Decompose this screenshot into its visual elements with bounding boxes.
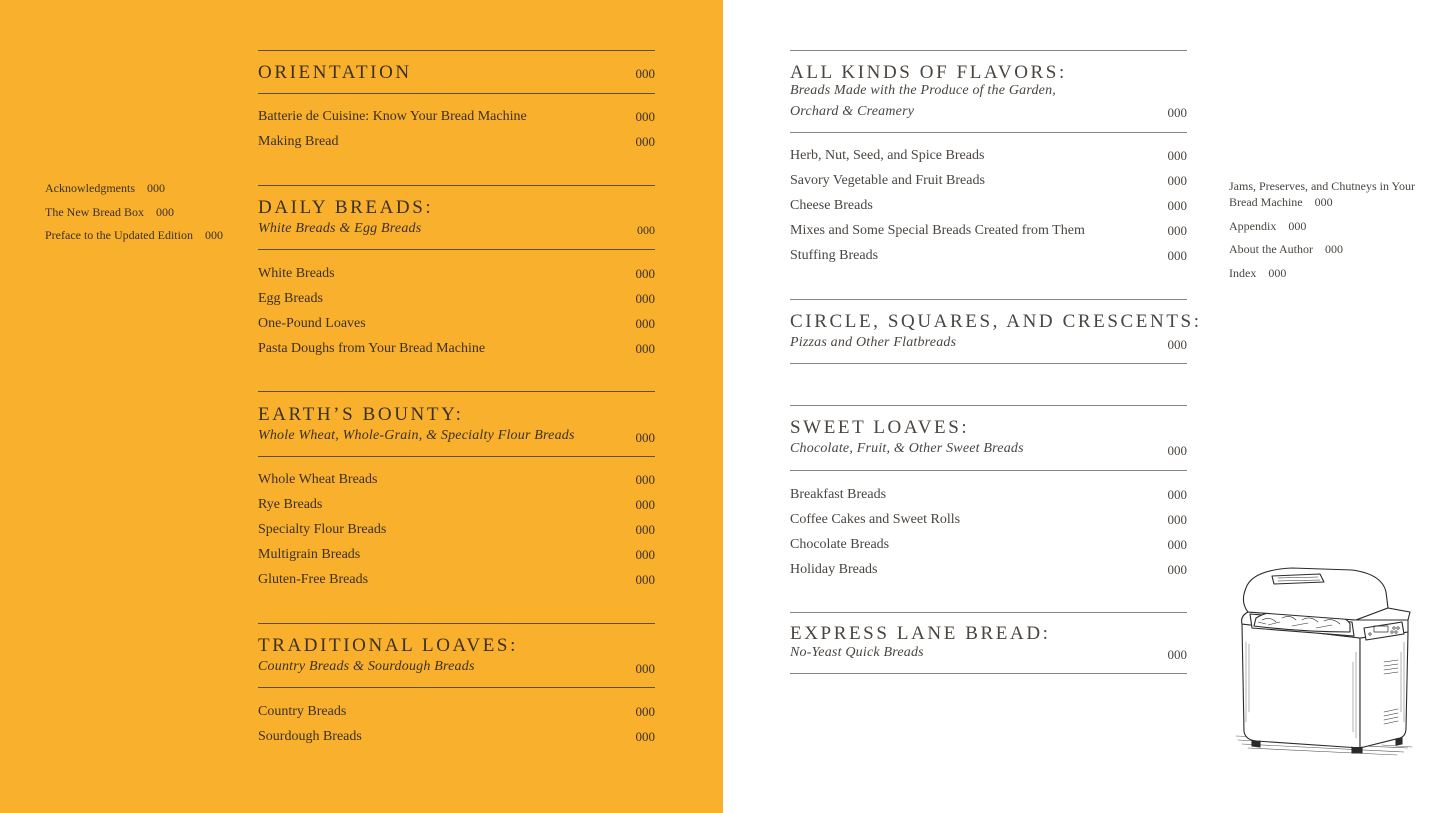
toc-entry-label: Egg Breads <box>258 291 323 306</box>
front-matter-page: 000 <box>204 228 223 242</box>
toc-entry-page: 000 <box>635 547 655 562</box>
toc-entry-label: Multigrain Breads <box>258 547 361 562</box>
back-matter-list <box>1229 178 1419 288</box>
section-subtitle: Chocolate, Fruit, & Other Sweet Breads <box>790 441 1024 456</box>
toc-entry-page: 000 <box>1167 537 1187 552</box>
back-matter-page: 000 <box>1325 242 1343 256</box>
back-matter-item[interactable] <box>1229 241 1419 257</box>
front-matter-item[interactable] <box>45 202 223 226</box>
toc-entry[interactable] <box>258 545 655 570</box>
toc-entry[interactable] <box>258 570 655 595</box>
toc-entry[interactable] <box>790 221 1187 246</box>
section-rule-bottom <box>790 673 1187 674</box>
toc-entry-label: Sourdough Breads <box>258 729 362 744</box>
toc-entry-label: Cheese Breads <box>790 198 873 213</box>
toc-entry-page: 000 <box>1167 562 1187 577</box>
section-subtitle: White Breads & Egg Breads <box>258 221 422 236</box>
section-title[interactable]: EXPRESS LANE BREAD: <box>790 623 1051 644</box>
toc-entry-label: Gluten-Free Breads <box>258 572 369 587</box>
toc-entry-label: Holiday Breads <box>790 562 878 577</box>
back-matter-page: 000 <box>1288 218 1307 233</box>
front-matter-label: Acknowledgments <box>45 181 135 195</box>
bread-machine-illustration <box>1232 562 1417 762</box>
toc-entry[interactable] <box>790 171 1187 196</box>
back-matter-label: Jams, Preserves, and Chutneys in Your Bread Machine <box>1229 179 1415 209</box>
toc-entry-page: 000 <box>1167 512 1187 527</box>
section-page: 000 <box>1167 337 1187 352</box>
front-matter-page: 000 <box>146 181 165 195</box>
back-matter-item[interactable] <box>1229 265 1419 281</box>
section-title[interactable]: DAILY BREADS: <box>258 197 434 218</box>
toc-entry-label: Savory Vegetable and Fruit Breads <box>790 173 985 188</box>
toc-entry-page: 000 <box>1167 198 1187 213</box>
toc-entry-page: 000 <box>635 472 655 487</box>
toc-entry-label: Rye Breads <box>258 497 323 512</box>
toc-entry[interactable] <box>258 289 655 314</box>
toc-entry-label: Batterie de Cuisine: Know Your Bread Machine <box>258 109 527 124</box>
toc-entry-page: 000 <box>1167 248 1187 263</box>
section-rule-bottom <box>258 687 655 688</box>
toc-entry[interactable] <box>790 535 1187 560</box>
toc-entry-label: White Breads <box>258 266 335 281</box>
section-rule-top <box>258 185 655 186</box>
toc-entry[interactable] <box>790 560 1187 585</box>
section-rule-top <box>258 50 655 51</box>
section-title[interactable]: TRADITIONAL LOAVES: <box>258 635 518 656</box>
toc-entry-page: 000 <box>1167 173 1187 188</box>
toc-entry-page: 000 <box>635 572 655 587</box>
back-matter-label: Appendix <box>1229 218 1277 233</box>
section-title[interactable]: SWEET LOAVES: <box>790 417 970 438</box>
section-rule-bottom <box>258 93 655 94</box>
toc-entry[interactable] <box>790 246 1187 271</box>
section-rule-top <box>258 391 655 392</box>
back-matter-page: 000 <box>1268 265 1287 280</box>
toc-entry-label: Making Bread <box>258 134 339 149</box>
section-page: 000 <box>635 66 655 81</box>
toc-entry-label: Pasta Doughs from Your Bread Machine <box>258 341 486 356</box>
back-matter-label: Index <box>1229 265 1257 280</box>
section-rule-top <box>790 612 1187 613</box>
toc-entry[interactable] <box>790 196 1187 221</box>
toc-entry-page: 000 <box>1167 223 1187 238</box>
toc-entry-page: 000 <box>635 341 655 356</box>
toc-entry-label: Coffee Cakes and Sweet Rolls <box>790 512 961 527</box>
toc-entry-label: Whole Wheat Breads <box>258 472 378 487</box>
toc-entry[interactable] <box>258 314 655 339</box>
toc-entry[interactable] <box>790 485 1187 510</box>
toc-entry-page: 000 <box>635 497 655 512</box>
toc-entry[interactable] <box>258 727 655 752</box>
section-subtitle: Orchard & Creamery <box>790 104 915 119</box>
front-matter-list <box>45 178 223 249</box>
toc-entry[interactable] <box>790 510 1187 535</box>
section-title[interactable]: ORIENTATION <box>258 62 412 83</box>
toc-entry-label: Chocolate Breads <box>790 537 890 552</box>
section-rule-bottom <box>790 470 1187 471</box>
toc-entry[interactable] <box>258 470 655 495</box>
section-page: 000 <box>637 223 655 237</box>
front-matter-label: The New Bread Box <box>45 204 144 219</box>
section-rule-bottom <box>258 456 655 457</box>
section-subtitle: Whole Wheat, Whole-Grain, & Specialty Flour Breads <box>258 428 575 443</box>
toc-entry[interactable] <box>258 264 655 289</box>
back-matter-item[interactable] <box>1229 178 1419 210</box>
toc-entry[interactable] <box>258 495 655 520</box>
section-title[interactable]: ALL KINDS OF FLAVORS: <box>790 62 1067 83</box>
section-page: 000 <box>1167 105 1187 120</box>
toc-entry-label: Stuffing Breads <box>790 248 879 263</box>
toc-entry-label: Mixes and Some Special Breads Created from Them <box>790 223 1085 238</box>
section-rule-top <box>790 299 1187 300</box>
front-matter-item[interactable] <box>45 225 223 249</box>
section-rule-top <box>790 405 1187 406</box>
section-title[interactable]: EARTH’S BOUNTY: <box>258 404 464 425</box>
section-subtitle: Country Breads & Sourdough Breads <box>258 659 475 674</box>
section-rule-bottom <box>790 363 1187 364</box>
back-matter-page: 000 <box>1314 195 1333 209</box>
toc-entry-page: 000 <box>635 704 655 719</box>
front-matter-item[interactable] <box>45 178 223 202</box>
section-subtitle: No-Yeast Quick Breads <box>790 645 924 660</box>
back-matter-label: About the Author <box>1229 242 1313 256</box>
toc-entry-page: 000 <box>635 266 655 281</box>
section-page: 000 <box>635 661 655 676</box>
toc-entry-label: Country Breads <box>258 704 347 719</box>
toc-entry-page: 000 <box>1167 148 1187 163</box>
section-page: 000 <box>1167 647 1187 662</box>
section-page: 000 <box>1167 443 1187 458</box>
toc-entry-page: 000 <box>635 729 655 744</box>
toc-entry-page: 000 <box>635 316 655 331</box>
toc-entry[interactable] <box>790 146 1187 171</box>
left-toc-column <box>258 0 655 813</box>
toc-entry[interactable] <box>258 339 655 364</box>
section-rule-top <box>790 50 1187 51</box>
front-matter-page: 000 <box>155 204 174 219</box>
section-rule-bottom <box>790 132 1187 133</box>
toc-entry-label: Specialty Flour Breads <box>258 522 387 537</box>
section-subtitle: Pizzas and Other Flatbreads <box>790 335 957 350</box>
section-rule-top <box>258 623 655 624</box>
toc-entry-page: 000 <box>635 291 655 306</box>
toc-entry-label: Breakfast Breads <box>790 487 887 502</box>
toc-entry-page: 000 <box>635 134 655 149</box>
section-subtitle-line1: Breads Made with the Produce of the Garden, <box>790 83 1056 98</box>
section-rule-bottom <box>258 249 655 250</box>
toc-entry[interactable] <box>258 702 655 727</box>
back-matter-item[interactable] <box>1229 218 1419 234</box>
right-toc-column <box>790 0 1202 813</box>
toc-entry-page: 000 <box>635 109 655 124</box>
section-page: 000 <box>635 430 655 445</box>
section-title[interactable]: CIRCLE, SQUARES, AND CRESCENTS: <box>790 311 1202 332</box>
toc-entry-page: 000 <box>1167 487 1187 502</box>
front-matter-label: Preface to the Updated Edition <box>45 228 193 242</box>
toc-entry[interactable] <box>258 107 655 132</box>
toc-entry-label: Herb, Nut, Seed, and Spice Breads <box>790 148 985 163</box>
toc-entry[interactable] <box>258 132 655 157</box>
toc-entry[interactable] <box>258 520 655 545</box>
toc-entry-page: 000 <box>635 522 655 537</box>
toc-entry-label: One-Pound Loaves <box>258 316 366 331</box>
